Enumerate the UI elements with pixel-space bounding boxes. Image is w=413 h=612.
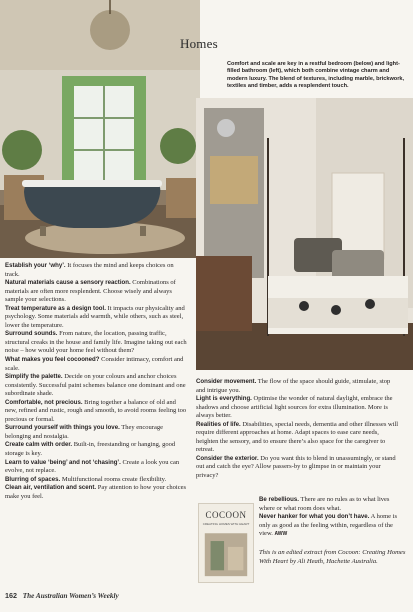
tip-paragraph <box>5 484 187 501</box>
tip-heading: Simplify the palette. <box>5 373 63 381</box>
tip-text: They encourage belonging and nostalgia. <box>5 424 163 440</box>
tip-heading: Learn to value ‘being’ and not ‘chasing’. <box>5 458 121 466</box>
tip-paragraph <box>5 305 187 331</box>
tip-text: Disabilities, special needs, dementia and other illnesses will require different approaches at home. Adapt spaces to ease care needs, heighten the sensory, and to ensure there’s also space for the caregiver to retreat. <box>196 420 399 454</box>
tip-heading: Establish your ‘why’. <box>5 262 66 269</box>
tip-paragraph <box>259 496 399 513</box>
tip-heading: Surround yourself with things you love. <box>5 424 120 432</box>
tip-paragraph <box>5 262 187 279</box>
bedroom-photo <box>196 98 413 370</box>
tip-heading: Clean air, ventilation and scent. <box>5 484 97 492</box>
tip-heading: Natural materials cause a sensory reaction. <box>5 279 131 287</box>
tip-text: Multifunctional rooms create flexibility. <box>60 475 167 483</box>
tip-text: Bring together a balance of old and new, refined and rustic, rough and smooth, to avoid rooms feeling too precious or formal. <box>5 398 187 423</box>
tip-paragraph <box>5 373 187 399</box>
tip-text: Optimise the wonder of natural daylight, embrace the shadows and choose artificial light sources for extra illumination. More is always better. <box>196 395 393 420</box>
tip-text: Combinations of materials are often more resplendent. Choose wisely and always sample your selections. <box>5 279 176 304</box>
tip-text: Decide on your colours and anchor choices consistently. Successful paint schemes balance one dominant and one subordinate shade. <box>5 373 186 398</box>
tip-paragraph <box>5 441 187 458</box>
book-cover <box>198 503 254 583</box>
photo-caption: Comfort and scale are key in a restful bedroom (below) and light-filled bathroom (left), which both combine vintage charm and modern luxury. The blend of textures, including marble, brickwork, textiles and timber, adds a resplendent touch. <box>227 61 405 90</box>
tip-heading: Surround sounds. <box>5 330 58 338</box>
left-column <box>5 262 187 501</box>
tip-paragraph <box>196 378 399 395</box>
tip-heading: Treat temperature as a design tool. <box>5 304 106 312</box>
tip-heading: Blurring of spaces. <box>5 475 61 483</box>
tip-text: There are no rules as to what lives where or what room does what. <box>259 496 390 512</box>
tip-heading: Never hanker for what you don’t have. <box>259 513 370 521</box>
tip-heading: Consider movement. <box>196 378 257 385</box>
tip-text: Create a look you can evolve, not replace. <box>5 458 180 475</box>
tip-heading: Light is everything. <box>196 395 252 403</box>
tip-paragraph <box>5 476 187 485</box>
page-footer <box>5 591 119 600</box>
section-tag: Homes <box>180 36 218 51</box>
right-column <box>196 378 399 481</box>
book-subtitle: CREATING HOMES WITH HEART <box>202 522 250 526</box>
page-number: 162 <box>5 591 17 600</box>
bathroom-photo <box>0 0 200 258</box>
tip-heading: What makes you feel cocooned? <box>5 356 100 364</box>
tip-paragraph <box>196 395 399 421</box>
tip-heading: Be rebellious. <box>259 496 299 503</box>
tip-paragraph <box>5 424 187 441</box>
tip-heading: Create calm with order. <box>5 441 73 449</box>
tip-heading: Realities of life. <box>196 420 241 428</box>
book-title: COCOON <box>205 510 247 520</box>
tip-text: It impacts our physicality and psychology. Some materials add warmth, while others, such as steel, lower the temperature. <box>5 304 185 329</box>
tip-text: Consider intimacy, comfort and scale. <box>5 356 184 372</box>
tip-text: A home is only as good as the feeling within, regardless of the view. <box>259 513 398 538</box>
extract-note: This is an edited extract from Cocoon: Creating Homes With Heart by Ali Heath, Hachette Australia. <box>259 549 406 565</box>
tip-text: Do you want this to blend in unassumingly, or stand out and catch the eye? Allow passers-by to glimpse in or maintain your privacy? <box>196 454 396 480</box>
tip-paragraph <box>5 330 187 356</box>
tip-text: It focuses the mind and keeps choices on track. <box>5 262 174 278</box>
tip-paragraph <box>196 455 399 481</box>
tip-text: From nature, the location, passing traffic, structural creaks in the house and family life. Imagine taking out each noise – how would your home feel without them? <box>5 330 187 355</box>
tip-heading: Comfortable, not precious. <box>5 398 83 406</box>
tip-text: The flow of the space should guide, stimulate, stop and intrigue you. <box>196 378 391 394</box>
magazine-name: The Australian Women’s Weekly <box>22 592 119 600</box>
tip-paragraph <box>259 513 399 539</box>
tip-paragraph <box>5 356 187 373</box>
tip-text: Built-in, freestanding or hanging, good storage is key. <box>5 441 176 458</box>
tip-paragraph <box>5 459 187 476</box>
aww-signoff: AWW <box>274 531 288 538</box>
tip-paragraph <box>196 421 399 455</box>
tip-heading: Consider the exterior. <box>196 454 259 462</box>
right-column-narrow <box>259 496 399 539</box>
tip-text: Pay attention to how your choices make you feel. <box>5 484 186 500</box>
tip-paragraph <box>5 279 187 305</box>
tip-paragraph <box>5 399 187 425</box>
